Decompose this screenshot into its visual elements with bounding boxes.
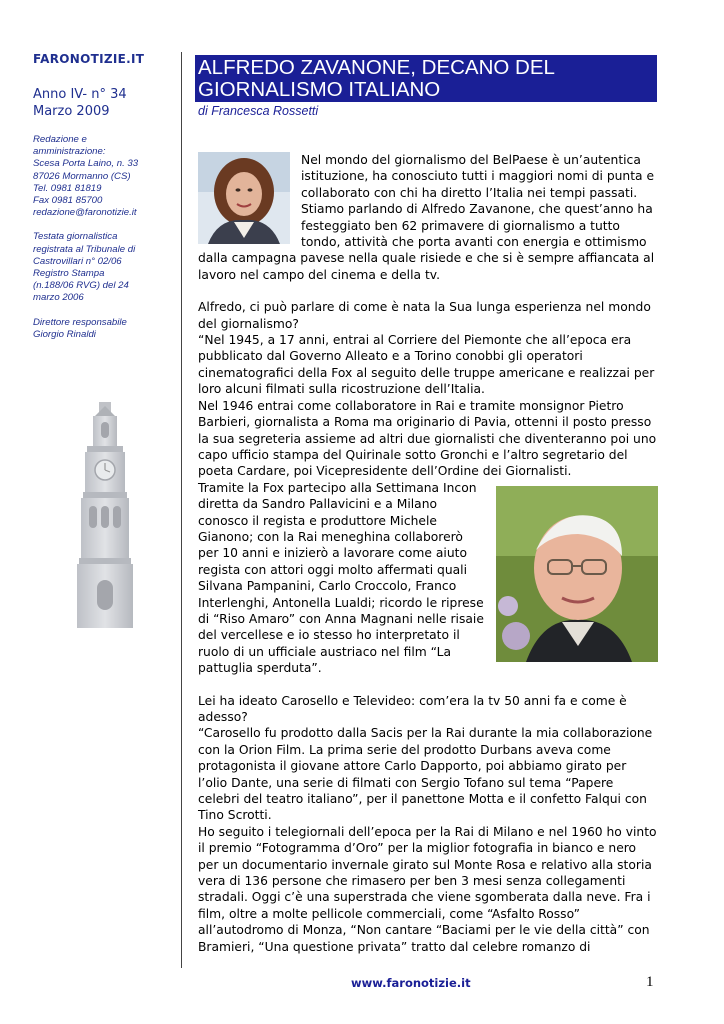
article-title [195, 55, 657, 102]
info-line: Redazione e [33, 134, 87, 145]
page-number: 1 [646, 974, 654, 990]
answer-1-paragraph: “Nel 1945, a 17 anni, entrai al Corriere del Piemonte che all’epoca era pubblicato dal Governo Alleato e a Torino conobbi gli operatori cinematografici della Fox al seguito delle truppe americane e realizzai per loro alcuni filmati sulla ricostruzione dell’Italia. [198, 333, 655, 397]
title-line: GIORNALISMO ITALIANO [198, 78, 441, 101]
issue-number: Anno IV- n° 34 [33, 87, 127, 102]
title-line: ALFREDO ZAVANONE, DECANO DEL [198, 56, 555, 79]
answer-2-paragraph: Ho seguito i telegiornali dell’epoca per la Rai di Milano e nel 1960 ho vinto il premio “Fotogramma d’Oro” per la miglior fotografia in bianco e nero per un documentario invernale girato sul Monte Rosa e relativo alla storia vera di 136 persone che rimasero per ben 3 mesi senza collegamenti stradali. Oggi c’è una superstrada che viene sgomberata dalla neve. Fra i film, oltre a molte pellicole commerciali, come “Asfalto Rosso” all’autodromo di Monza, “Non cantare “Baciami per le vie della città” con Bramieri, “Una questione privata” tratto dal celebre romanzo di [198, 824, 657, 954]
bell-tower-illustration [55, 400, 155, 630]
article-body [198, 152, 658, 955]
info-line: Fax 0981 85700 [33, 195, 103, 207]
info-line: Direttore responsabile [33, 316, 127, 328]
editorial-office-info [33, 134, 173, 219]
info-line: Registro Stampa [33, 268, 105, 280]
question-1: Alfredo, ci può parlare di come è nata la Sua lunga esperienza nel mondo del giornalismo? [198, 300, 651, 331]
info-line: 87026 Mormanno (CS) [33, 170, 131, 182]
brand-name: FARONOTIZIE.IT [33, 52, 145, 66]
column-divider [181, 52, 182, 968]
answer-1-paragraph: Tramite la Fox partecipo alla Settimana Incon diretta da Sandro Pallavicini e a Milano conosco il regista e produttore Michele Gianono; con la Rai meneghina collaborerò per 10 anni e inizierò a lavorare come aiuto regista con attori oggi molto affermati quali Silvana Pampanini, Carlo Croccolo, Franco Interlenghi, Antonella Lualdi; ricordo le riprese di “Riso Amaro” con Anna Magnani nelle risaie del vercellese e io stesso ho interpretato il ruolo di un ufficiale austriaco nel film “La pattuglia sperduta”. [198, 480, 484, 676]
info-line: registrata al Tribunale di [33, 243, 136, 255]
website-link[interactable]: www.faronotizie.it [351, 976, 471, 990]
info-line: (n.188/06 RVG) del 24 [33, 280, 129, 292]
info-line: Castrovillari n° 02/06 [33, 255, 122, 267]
answer-1-paragraph: Nel 1946 entrai come collaboratore in Rai e tramite monsignor Pietro Barbieri, giornalista a Roma ma originario di Pavia, ottenni il posto presso la sua segreteria assieme ad altri due giornalisti che diventeranno poi uno capo ufficio stampa del Quirinale sotto Gronchi e l’altro segretario del poeta Cardare, poi Vicepresidente dell’Ordine dei Giornalisti. [198, 398, 657, 479]
email-line: redazione@faronotizie.it [33, 207, 137, 219]
answer-2-paragraph: “Carosello fu prodotto dalla Sacis per la Rai durante la mia collaborazione con la Orion Film. La prima serie del prodotto Durbans aveva come protagonista il giovane attore Carlo Dapporto, poi abbiamo girato per l’olio Dante, una serie di filmati con Sergio Tofano sul tema “Papere celebri del teatro italiano”, per il panettone Motta e il confetto Falqui con Tino Scrotti. [198, 726, 653, 823]
info-line: amministrazione: [33, 146, 106, 158]
byline: di Francesca Rossetti [198, 104, 319, 118]
info-line: Testata giornalistica [33, 231, 118, 243]
author-photo [198, 152, 290, 244]
intro-paragraph: Nel mondo del giornalismo del BelPaese è un’autentica istituzione, ha conosciuto tutti i maggiori nomi di punta e collaborato con chi ha diretto l’Italia nei tempi passati. Stiamo parlando di Alfredo Zavanone, che quest’anno ha festeggiato ben 62 primavere di giornalismo a tutto tondo, attività che porta avanti con energia e ottimismo dalla campagna pavese nella quale risiede e che si è sempre affiancata al lavoro nel campo del cinema e della tv. [198, 153, 655, 282]
info-line: marzo 2006 [33, 292, 84, 304]
question-2: Lei ha ideato Carosello e Televideo: com’era la tv 50 anni fa e come è adesso? [198, 693, 627, 724]
info-line: Scesa Porta Laino, n. 33 [33, 158, 139, 170]
registration-info [33, 231, 173, 304]
issue-date: Marzo 2009 [33, 104, 110, 119]
sidebar [33, 52, 173, 353]
zavanone-photo [496, 486, 658, 662]
info-line: Tel. 0981 81819 [33, 182, 102, 194]
director-info [33, 317, 173, 341]
director-name: Giorgio Rinaldi [33, 328, 96, 340]
